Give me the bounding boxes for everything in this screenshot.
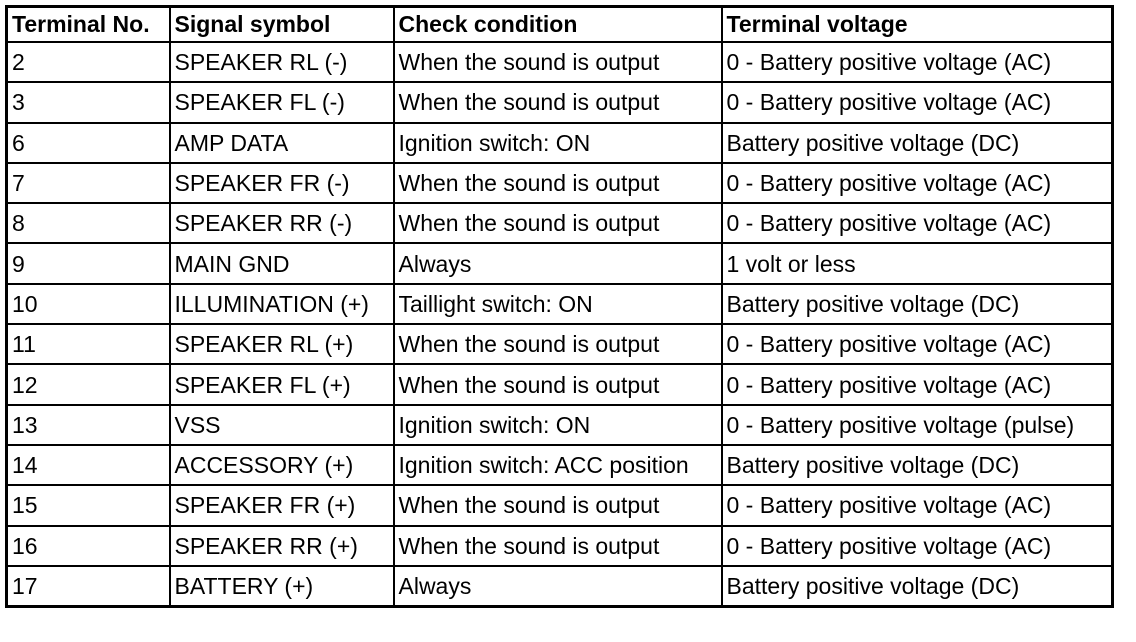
table-row [7,324,1113,364]
table-header-row [7,7,1113,43]
table-row [7,123,1113,163]
cell-terminal-voltage: 0 - Battery positive voltage (AC) [722,485,1113,525]
cell-terminal-voltage: 0 - Battery positive voltage (AC) [722,82,1113,122]
table-row [7,526,1113,566]
cell-signal-symbol: ACCESSORY (+) [170,445,394,485]
cell-terminal-voltage: 0 - Battery positive voltage (pulse) [722,405,1113,445]
table-row [7,243,1113,283]
cell-terminal-no: 13 [7,405,170,445]
cell-check-condition: When the sound is output [394,203,722,243]
table-row [7,284,1113,324]
cell-terminal-no: 3 [7,82,170,122]
cell-signal-symbol: SPEAKER RR (-) [170,203,394,243]
cell-check-condition: Ignition switch: ON [394,405,722,445]
cell-terminal-voltage: 0 - Battery positive voltage (AC) [722,324,1113,364]
cell-signal-symbol: SPEAKER FL (-) [170,82,394,122]
cell-terminal-voltage: 0 - Battery positive voltage (AC) [722,42,1113,82]
header-signal-symbol: Signal symbol [170,7,394,43]
cell-terminal-voltage: 1 volt or less [722,243,1113,283]
cell-check-condition: Ignition switch: ACC position [394,445,722,485]
cell-terminal-voltage: 0 - Battery positive voltage (AC) [722,364,1113,404]
cell-signal-symbol: SPEAKER FR (-) [170,163,394,203]
cell-terminal-voltage: 0 - Battery positive voltage (AC) [722,163,1113,203]
cell-terminal-voltage: 0 - Battery positive voltage (AC) [722,203,1113,243]
cell-terminal-no: 9 [7,243,170,283]
table-row [7,42,1113,82]
cell-signal-symbol: SPEAKER FR (+) [170,485,394,525]
cell-terminal-voltage: Battery positive voltage (DC) [722,445,1113,485]
cell-check-condition: When the sound is output [394,163,722,203]
cell-signal-symbol: SPEAKER FL (+) [170,364,394,404]
cell-signal-symbol: VSS [170,405,394,445]
table-row [7,405,1113,445]
table-row [7,203,1113,243]
cell-signal-symbol: SPEAKER RL (-) [170,42,394,82]
header-terminal-no: Terminal No. [7,7,170,43]
cell-signal-symbol: MAIN GND [170,243,394,283]
cell-check-condition: When the sound is output [394,324,722,364]
cell-signal-symbol: SPEAKER RR (+) [170,526,394,566]
cell-terminal-no: 15 [7,485,170,525]
cell-check-condition: Taillight switch: ON [394,284,722,324]
cell-check-condition: Always [394,566,722,607]
cell-signal-symbol: BATTERY (+) [170,566,394,607]
cell-terminal-no: 2 [7,42,170,82]
cell-signal-symbol: SPEAKER RL (+) [170,324,394,364]
cell-terminal-voltage: 0 - Battery positive voltage (AC) [722,526,1113,566]
table-row [7,445,1113,485]
cell-terminal-no: 8 [7,203,170,243]
table-body [7,42,1113,607]
cell-terminal-no: 16 [7,526,170,566]
cell-check-condition: Always [394,243,722,283]
header-check-condition: Check condition [394,7,722,43]
cell-signal-symbol: ILLUMINATION (+) [170,284,394,324]
cell-check-condition: When the sound is output [394,82,722,122]
cell-terminal-voltage: Battery positive voltage (DC) [722,284,1113,324]
terminal-voltage-table [5,5,1114,608]
cell-terminal-no: 12 [7,364,170,404]
table-row [7,82,1113,122]
cell-terminal-no: 10 [7,284,170,324]
table-row [7,364,1113,404]
table-row [7,485,1113,525]
table-row [7,163,1113,203]
cell-check-condition: When the sound is output [394,485,722,525]
cell-signal-symbol: AMP DATA [170,123,394,163]
cell-terminal-voltage: Battery positive voltage (DC) [722,566,1113,607]
cell-terminal-no: 11 [7,324,170,364]
cell-check-condition: When the sound is output [394,526,722,566]
cell-check-condition: When the sound is output [394,42,722,82]
cell-terminal-no: 17 [7,566,170,607]
cell-terminal-no: 14 [7,445,170,485]
cell-terminal-no: 6 [7,123,170,163]
terminal-voltage-table-container [5,5,1111,608]
header-terminal-voltage: Terminal voltage [722,7,1113,43]
table-row [7,566,1113,607]
cell-terminal-no: 7 [7,163,170,203]
cell-terminal-voltage: Battery positive voltage (DC) [722,123,1113,163]
cell-check-condition: When the sound is output [394,364,722,404]
cell-check-condition: Ignition switch: ON [394,123,722,163]
